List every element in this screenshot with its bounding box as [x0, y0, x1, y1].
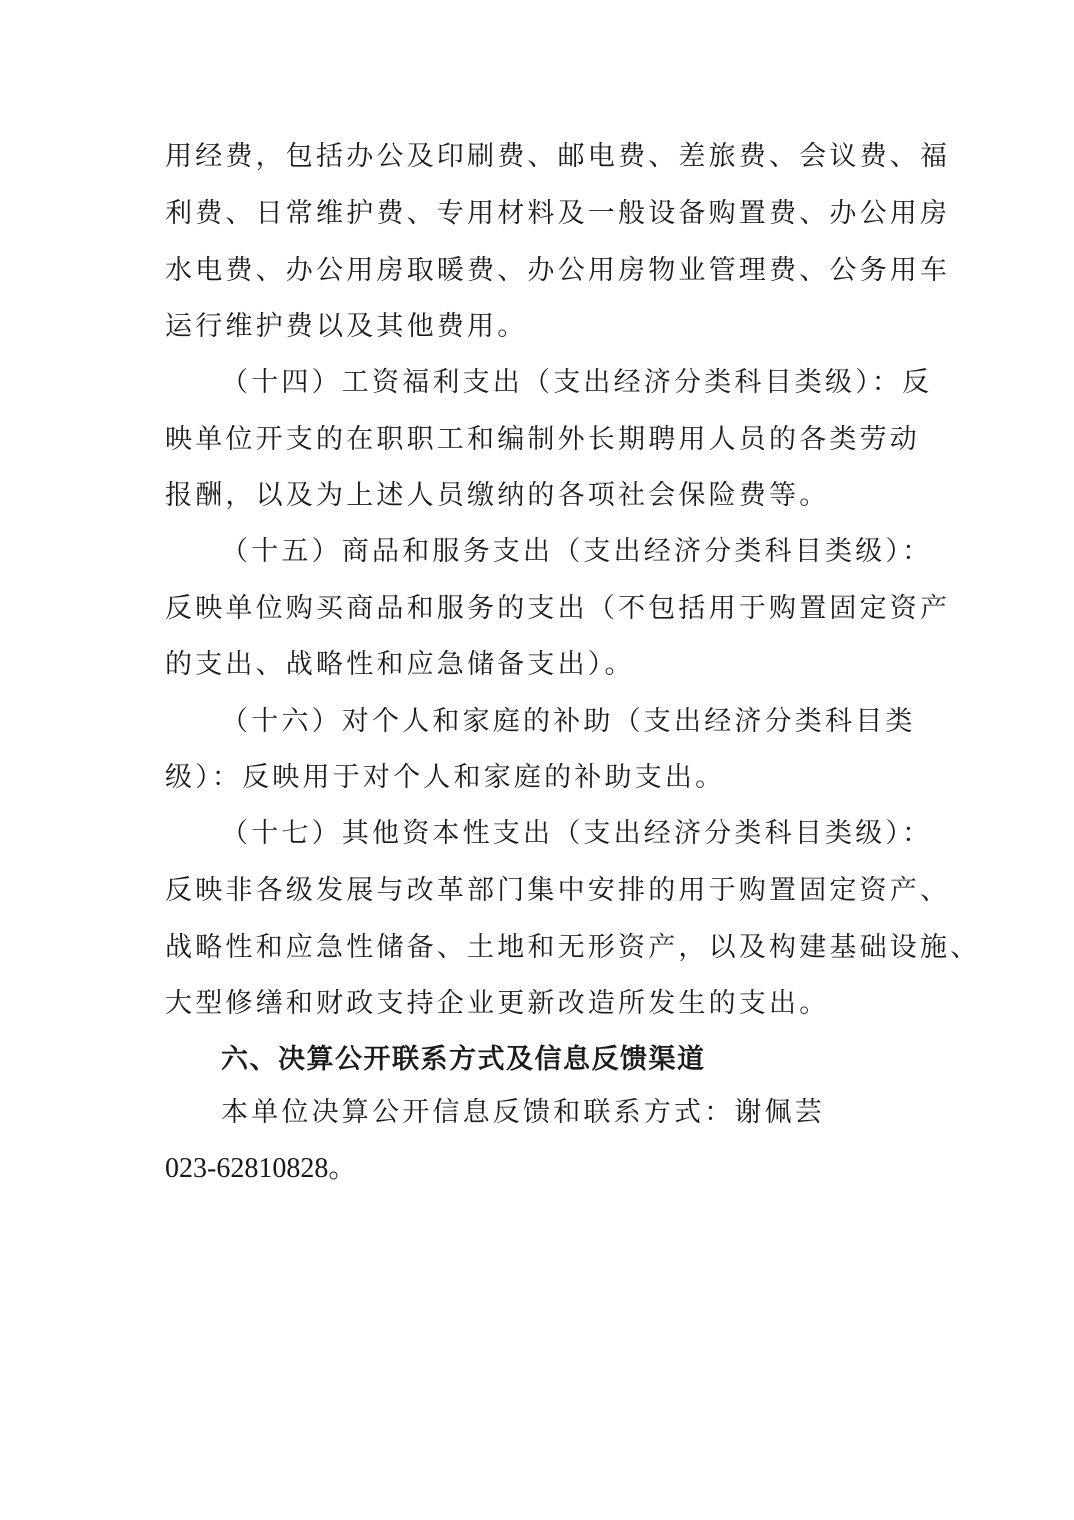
contact-line: 本单位决算公开信息反馈和联系方式：谢佩芸 [221, 1097, 825, 1128]
contact-phone: 023-62810828。 [165, 1153, 357, 1184]
paragraph-line: （十七）其他资本性支出（支出经济分类科目类级）： [221, 818, 933, 849]
paragraph-line: 大型修缮和财政支持企业更新改造所发生的支出。 [165, 988, 830, 1019]
paragraph-line: （十六）对个人和家庭的补助（支出经济分类科目类 [221, 706, 916, 737]
paragraph-line: 战略性和应急性储备、土地和无形资产，以及构建基础设施、 [165, 932, 981, 963]
section-heading: 六、决算公开联系方式及信息反馈渠道 [221, 1044, 706, 1075]
paragraph-line: 级）：反映用于对个人和家庭的补助支出。 [165, 762, 726, 793]
paragraph-line: 水电费、办公用房取暖费、办公用房物业管理费、公务用车 [165, 255, 951, 286]
paragraph-line: 报酬，以及为上述人员缴纳的各项社会保险费等。 [165, 480, 830, 511]
paragraph-line: 利费、日常维护费、专用材料及一般设备购置费、办公用房 [165, 198, 951, 229]
paragraph-line: 反映非各级发展与改革部门集中安排的用于购置固定资产、 [165, 875, 951, 906]
paragraph-line: （十五）商品和服务支出（支出经济分类科目类级）： [221, 536, 933, 567]
paragraph-line: 用经费，包括办公及印刷费、邮电费、差旅费、会议费、福 [165, 141, 951, 172]
paragraph-line: 运行维护费以及其他费用。 [165, 311, 528, 342]
paragraph-line: 的支出、战略性和应急储备支出）。 [165, 649, 635, 680]
paragraph-line: （十四）工资福利支出（支出经济分类科目类级）：反 [221, 367, 933, 398]
paragraph-line: 映单位开支的在职职工和编制外长期聘用人员的各类劳动 [165, 424, 920, 455]
paragraph-line: 反映单位购买商品和服务的支出（不包括用于购置固定资产 [165, 593, 951, 624]
